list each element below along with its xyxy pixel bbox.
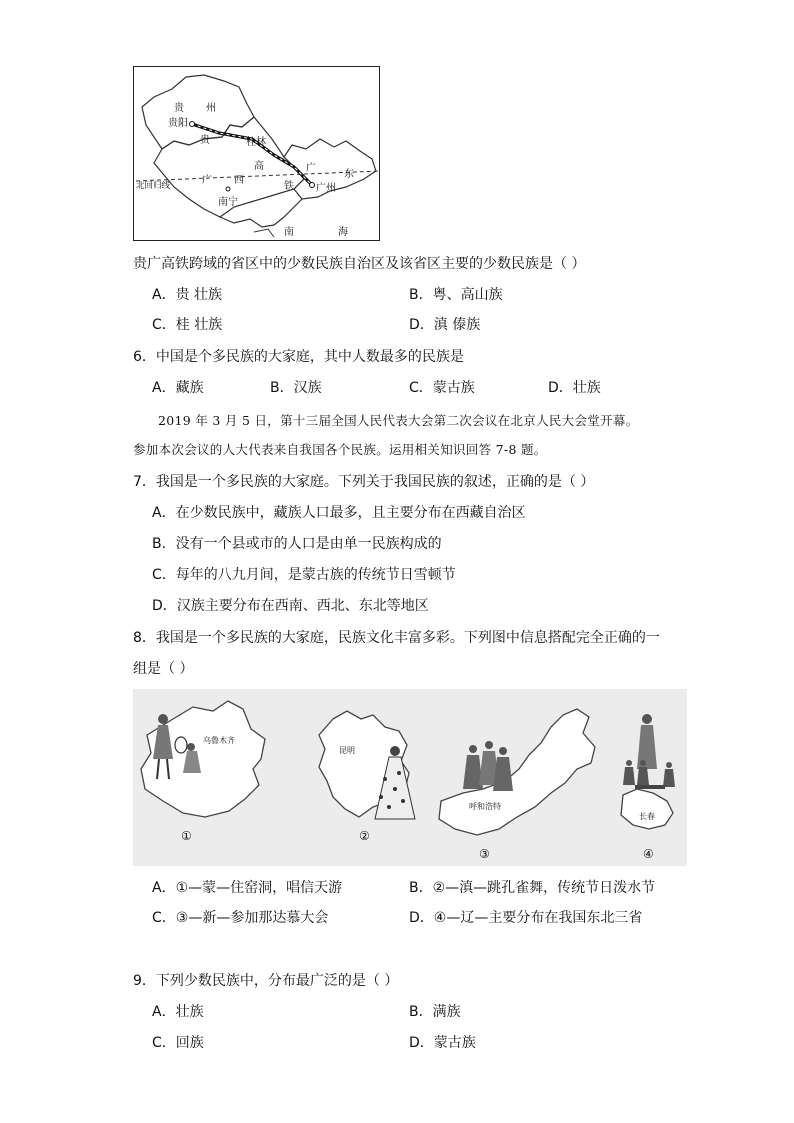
map-label-guizhou-gui: 贵 — [174, 103, 184, 114]
q8-option-d[interactable]: D．④—辽—主要分布在我国东北三省 — [409, 910, 643, 926]
q7-option-a[interactable]: A．在少数民族中，藏族人口最多，且主要分布在西藏自治区 — [152, 505, 526, 521]
map-label-nan: 南 — [284, 227, 294, 238]
map-label-guangzhou: 广州 — [316, 183, 336, 194]
map-label-guangxi-guang: 广 — [202, 175, 212, 186]
panel-city-kunming: 昆明 — [339, 746, 355, 755]
panel-drawing — [133, 689, 687, 866]
map-label-rail-gui: 贵 — [200, 135, 210, 146]
map-label-hai: 海 — [338, 227, 348, 238]
q9-option-c[interactable]: C．回族 — [152, 1035, 204, 1051]
intro-78-line1: 2019 年 3 月 5 日，第十三届全国人民代表大会第二次会议在北京人民大会堂开幕。 — [158, 413, 639, 428]
guiguang-railway-map — [133, 66, 380, 241]
panel-number-1: ① — [181, 829, 192, 843]
q6-option-c[interactable]: C．蒙古族 — [409, 380, 475, 396]
map-label-guangxi-xi: 西 — [234, 175, 244, 186]
q8-stem-line2: 组是（ ） — [133, 661, 194, 677]
map-label-nanning: 南宁 — [218, 197, 238, 208]
intro-78-line2: 参加本次会议的人大代表来自我国各个民族。运用相关知识回答 7-8 题。 — [133, 442, 547, 457]
q9-stem: 9．下列少数民族中，分布最广泛的是（ ） — [133, 973, 399, 989]
q5-option-a[interactable]: A．贵 壮族 — [152, 287, 223, 303]
q8-option-a[interactable]: A．①—蒙—住窑洞，唱信天游 — [152, 880, 343, 896]
panel-number-2: ② — [359, 829, 370, 843]
q6-option-d[interactable]: D．壮族 — [548, 380, 601, 396]
q6-option-a[interactable]: A．藏族 — [152, 380, 204, 396]
map-drawing — [134, 67, 381, 242]
map-label-guangdong-guang: 广 — [306, 163, 316, 174]
ethnic-culture-maps-panel — [133, 689, 687, 866]
q9-option-a[interactable]: A．壮族 — [152, 1004, 204, 1020]
q9-option-d[interactable]: D．蒙古族 — [409, 1035, 476, 1051]
panel-city-changchun: 长春 — [639, 812, 655, 821]
q7-option-c[interactable]: C．每年的八九月间，是蒙古族的传统节日雪顿节 — [152, 567, 456, 583]
q5-option-d[interactable]: D．滇 傣族 — [409, 317, 481, 333]
q8-stem-line1: 8．我国是一个多民族的大家庭，民族文化丰富多彩。下列图中信息搭配完全正确的一 — [133, 630, 660, 646]
q5-stem: 贵广高铁跨域的省区中的少数民族自治区及该省区主要的少数民族是（ ） — [133, 256, 586, 272]
panel-city-urumqi: 乌鲁木齐 — [203, 736, 235, 745]
q7-option-d[interactable]: D．汉族主要分布在西南、西北、东北等地区 — [152, 598, 429, 614]
q6-option-b[interactable]: B．汉族 — [270, 380, 322, 396]
q5-option-c[interactable]: C．桂 壮族 — [152, 317, 223, 333]
panel-number-3: ③ — [479, 847, 490, 861]
map-label-tropic: 北回归线 — [136, 181, 171, 191]
q8-option-b[interactable]: B．②—滇—跳孔雀舞，传统节日泼水节 — [409, 880, 656, 896]
map-label-guiyang: 贵阳 — [168, 118, 188, 129]
q5-option-b[interactable]: B．粤、高山族 — [409, 287, 503, 303]
map-label-guangdong-dong: 东 — [344, 169, 354, 180]
q7-option-b[interactable]: B．没有一个县或市的人口是由单一民族构成的 — [152, 536, 442, 552]
q9-option-b[interactable]: B．满族 — [409, 1004, 461, 1020]
panel-number-4: ④ — [643, 847, 654, 861]
map-label-tie: 铁 — [284, 181, 294, 192]
map-label-gao: 高 — [254, 161, 264, 172]
map-label-guilin: 桂林 — [246, 137, 266, 148]
q8-option-c[interactable]: C．③—新—参加那达慕大会 — [152, 910, 329, 926]
map-label-guizhou-zhou: 州 — [206, 103, 216, 114]
q7-stem: 7．我国是一个多民族的大家庭。下列关于我国民族的叙述，正确的是（ ） — [133, 474, 595, 490]
q6-stem: 6．中国是个多民族的大家庭，其中人数最多的民族是 — [133, 349, 464, 365]
panel-city-hohhot: 呼和浩特 — [469, 802, 501, 811]
